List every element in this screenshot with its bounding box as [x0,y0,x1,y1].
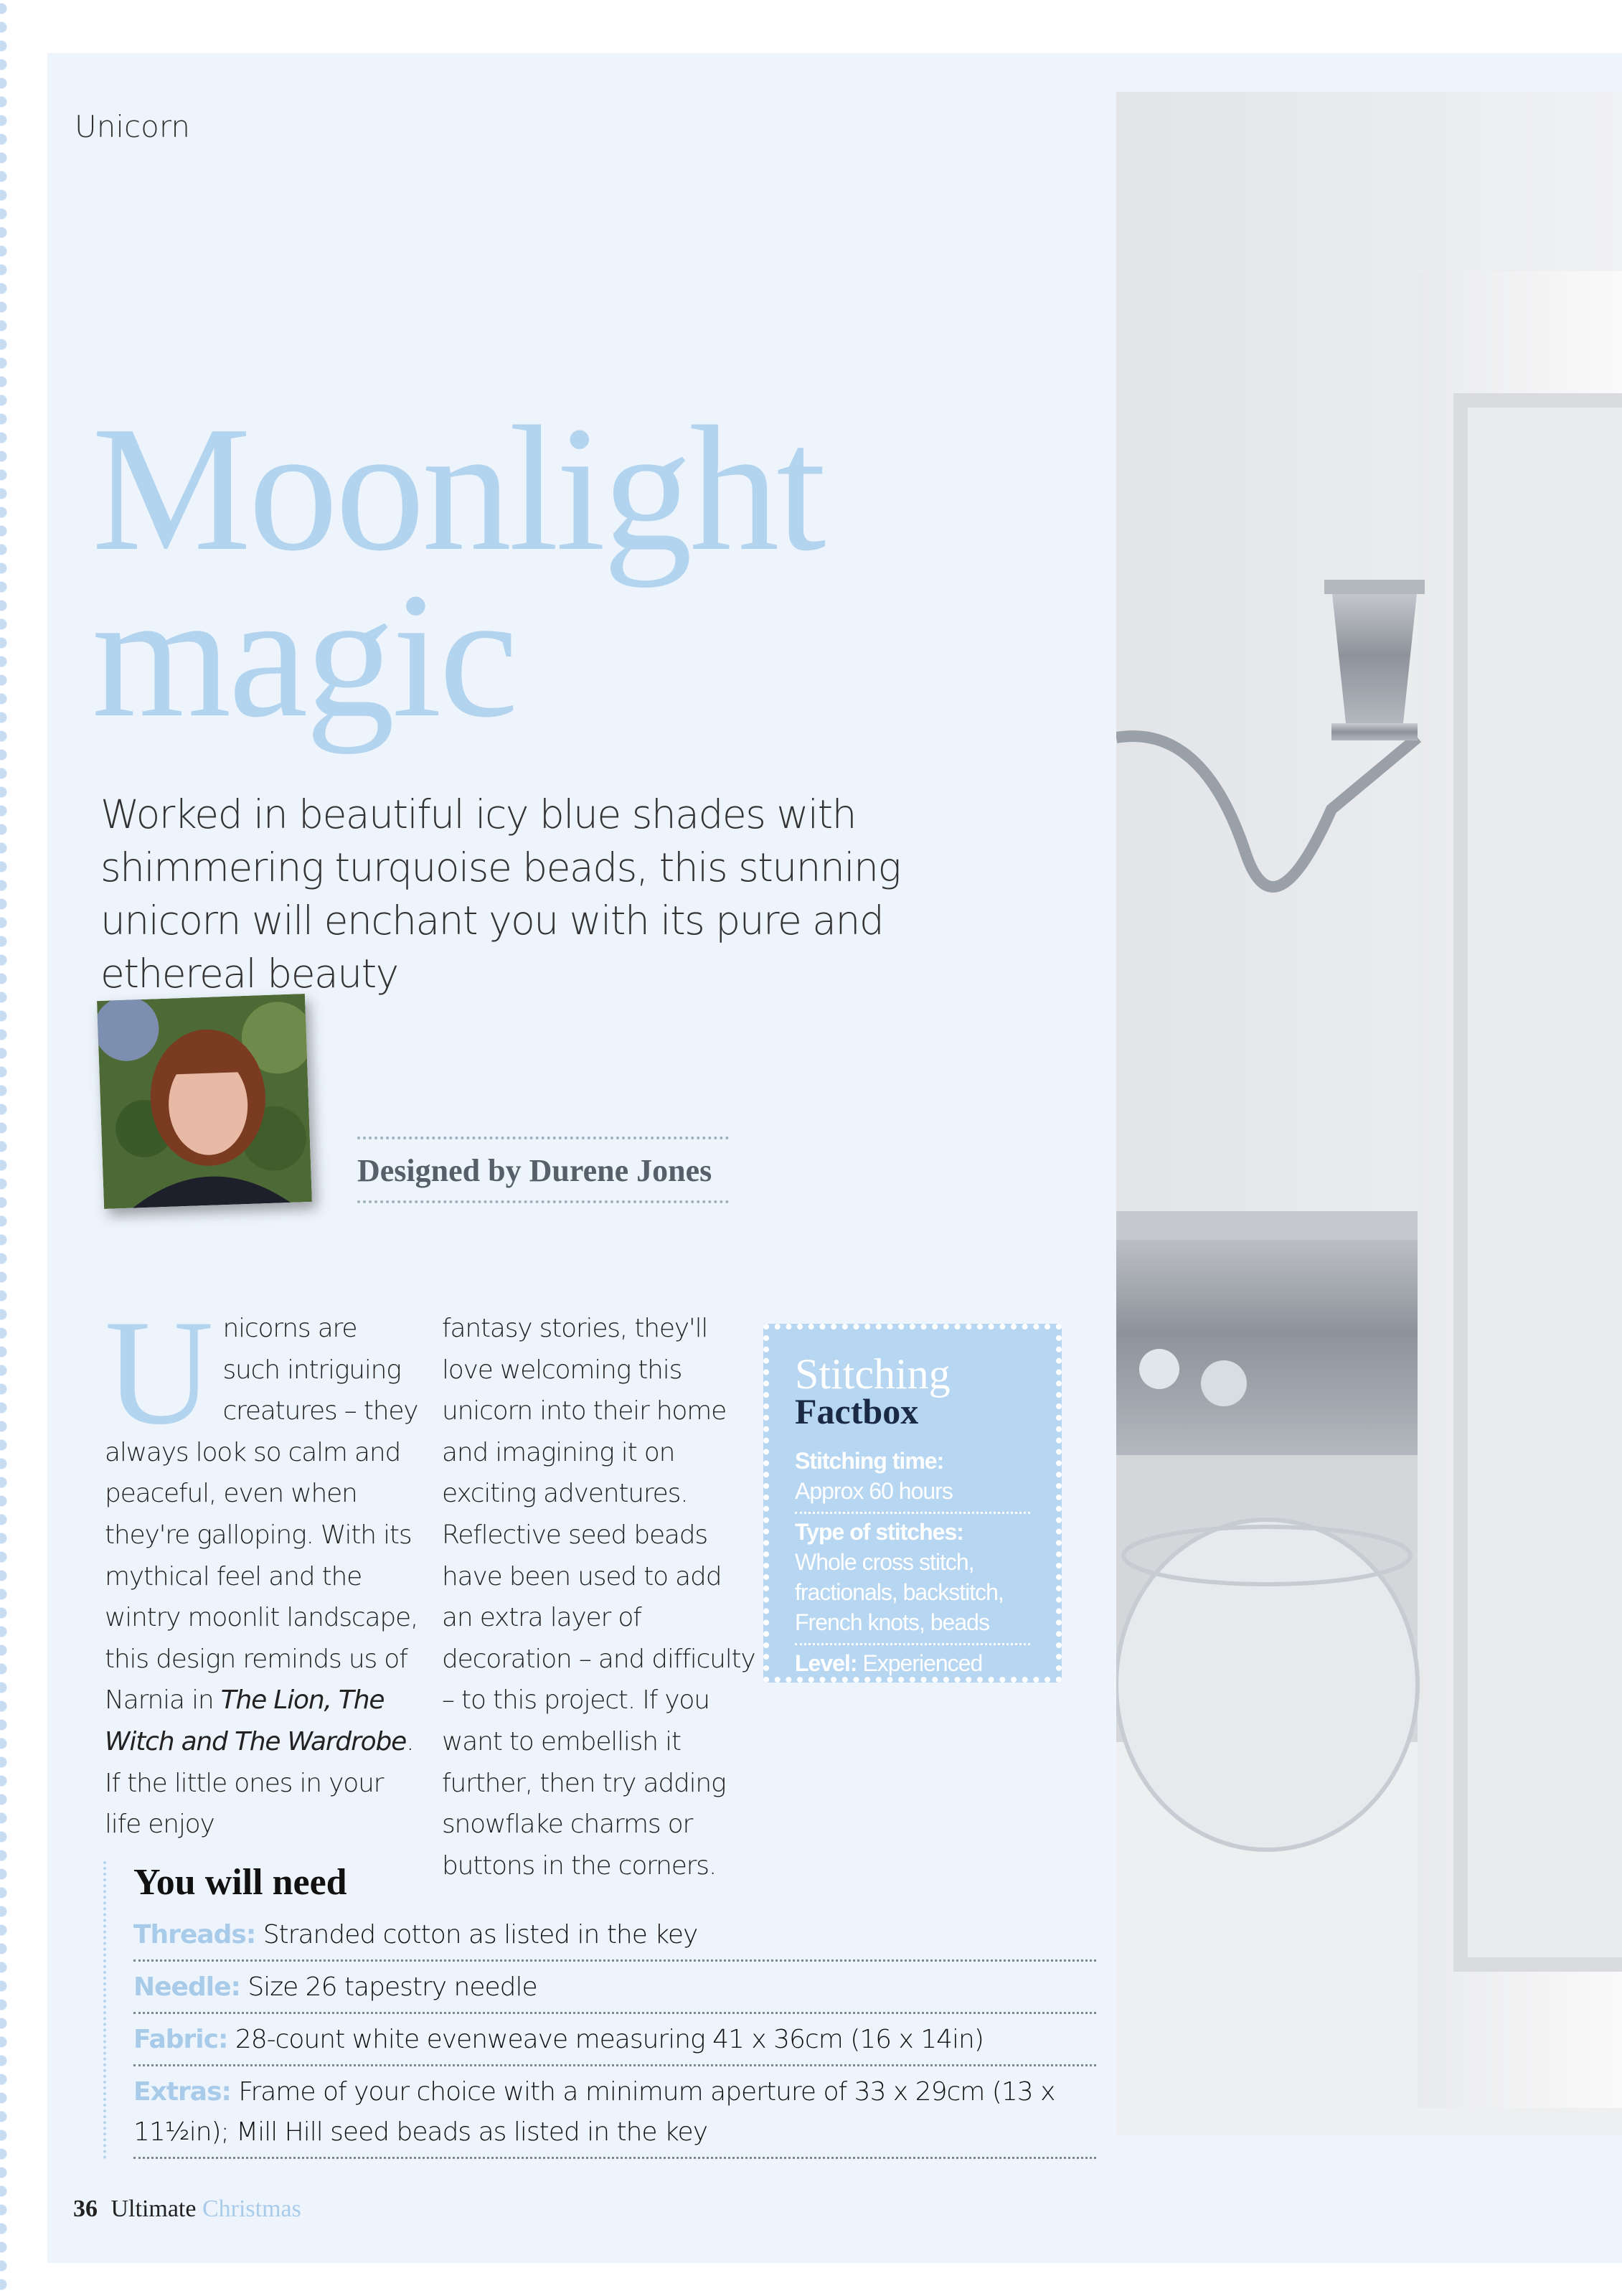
magazine-name-accent: Christmas [202,2196,301,2222]
product-photo [1116,92,1622,2135]
title-line-2: magic [92,556,516,755]
drop-cap: U [105,1289,213,1456]
need-key: Needle: [133,1972,240,2002]
you-will-need-heading: You will need [133,1862,347,1903]
factbox-row-level [795,1645,1030,1684]
factbox-row-stitches [795,1514,1030,1645]
intro-text-lead: nicorns are such intriguing creatures – they always look so calm and peaceful, even when they're galloping. With its mythical feel and the wintry moonlit landscape, this design reminds us of Narnia in [105,1314,418,1716]
factbox-key: Stitching time: [795,1448,944,1474]
article-standfirst: Worked in beautiful icy blue shades with shimmering turquoise beads, this stunning unicorn will enchant you with its pure and ethereal beauty [100,791,901,997]
need-key: Fabric: [133,2025,228,2054]
need-key: Threads: [133,1920,256,1949]
need-item-needle [133,1962,1096,2014]
factbox-key: Level: [795,1650,857,1676]
factbox-title-1: Stitching [795,1350,951,1398]
section-label: Unicorn [75,109,190,144]
factbox-row-time [795,1443,1030,1514]
need-value: 28-count white evenweave measuring 41 x 36cm (16 x 14in) [235,2025,984,2054]
perforated-edge [0,0,11,2296]
article-title [92,390,824,755]
intro-text-italic: The Lion, The Witch and The Wardrobe [105,1685,407,1756]
intro-column-2 [442,1308,758,1886]
you-will-need-box [103,1861,1096,2159]
need-item-fabric [133,2014,1096,2066]
stitching-factbox [763,1324,1062,1683]
page-footer [73,2196,301,2223]
title-line-1: Moonlight [92,390,824,588]
factbox-value: Approx 60 hours [795,1478,953,1504]
designer-portrait [97,994,312,1209]
factbox-key: Type of stitches: [795,1519,963,1545]
need-value: Stranded cotton as listed in the key [263,1920,698,1949]
intro-text-tail: . If the little ones in your life enjoy [105,1726,414,1840]
designer-credit: Designed by Durene Jones [357,1137,729,1203]
need-item-threads [133,1909,1096,1962]
photo-illustration [1116,92,1622,2135]
need-key: Extras: [133,2077,231,2107]
intro-column-1 [105,1289,420,1845]
factbox-value: Experienced [862,1650,983,1676]
page-number: 36 [73,2196,98,2222]
need-item-extras [133,2066,1096,2159]
factbox-title-2: Factbox [795,1391,919,1431]
magazine-name: Ultimate [110,2196,197,2222]
intro-paragraph-2: fantasy stories, they'll love welcoming this unicorn into their home and imagining it on exciting adventures. Reflective seed beads have been used to add an extra layer of decoration – and difficulty – to this project. If you want to embellish it further, then try adding snowflake charms or buttons in the corners. [442,1314,755,1881]
need-value: Size 26 tapestry needle [247,1972,537,2002]
need-value: Frame of your choice with a minimum aperture of 33 x 29cm (13 x 11½in); Mill Hill seed beads as listed in the key [133,2077,1055,2147]
factbox-value: Whole cross stitch, fractionals, backstitch, French knots, beads [795,1549,1004,1635]
